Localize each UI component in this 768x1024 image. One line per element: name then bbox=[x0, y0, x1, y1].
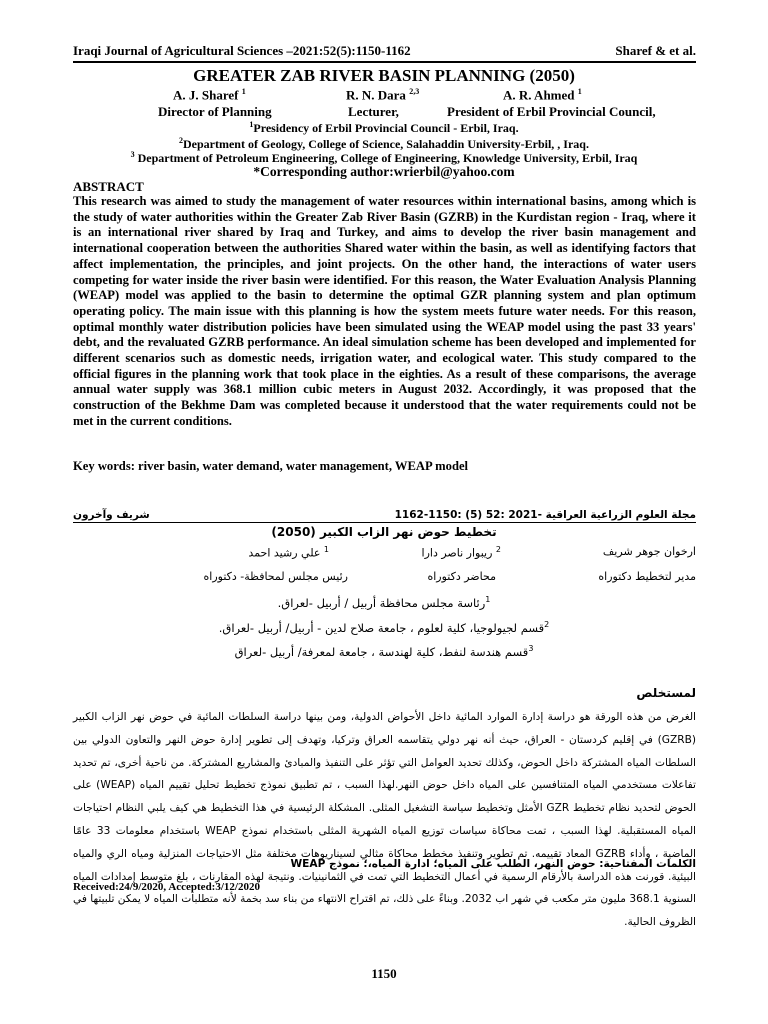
running-header bbox=[73, 43, 696, 63]
author-3-sup: 1 bbox=[577, 87, 582, 96]
arabic-affiliation-1-sup: 1 bbox=[485, 595, 491, 604]
affiliation-1 bbox=[0, 120, 768, 136]
arabic-abstract-heading: لمستخلص bbox=[636, 686, 696, 700]
author-3-name: A. R. Ahmed bbox=[503, 87, 575, 103]
arabic-author-1-name: ارخوان جوهر شريف bbox=[602, 545, 696, 558]
arabic-keywords: الكلمات المفتاحية: حوض النهر، الطلب على المياه؛ ادارة المياه،؛ نموذج WEAP bbox=[290, 858, 696, 870]
arabic-author-3-role: رئيس مجلس لمحافظة- دكتوراه bbox=[203, 570, 348, 583]
arabic-affiliation-2-text: قسم لجيولوجيا، كلية لعلوم ، جامعة صلاح لدين - أربيل/ أربيل -لعراق. bbox=[218, 620, 545, 635]
arabic-author-1 bbox=[603, 545, 696, 558]
journal-citation: Iraqi Journal of Agricultural Sciences –2021:52(5):1150-1162 bbox=[73, 43, 411, 58]
arabic-running-authors: شريف وآخرون bbox=[73, 509, 150, 521]
author-names bbox=[73, 87, 696, 103]
abstract-heading: ABSTRACT bbox=[73, 179, 144, 194]
arabic-affiliation-1 bbox=[0, 595, 768, 610]
arabic-author-2 bbox=[422, 545, 501, 560]
page-number: 1150 bbox=[371, 966, 397, 981]
abstract-text: This research was aimed to study the management of water resources within international basins, among which is the study of water authorities within the Greater Zab River Basin (GZRB) in the Kurdistan region - Iraq, where it is an international river shared by Iraq and Turkey, and aims to develop the river basin management and international cooperation between the authorities Shared water within the basin, as well as identifying factors that affect implementation, the principles, and joint projects. On the other hand, the interactions of water users competing for water inside the river basin were identified. For this reason, the Water Evaluation Analysis Planning (WEAP) model was applied to the basin to determine the optimal GZR planning system and plan optimum operating policy. The main issue with this planning is how the system meets future water needs. For this reason, optimal monthly water distribution policies have been simulated using the WEAP model using the past 33 years' debt, and the revaluated GZRB performance. An ideal simulation scheme has been developed and implemented for different scenarios such as domestic needs, irrigation water, and ecological water. This study compared to the official figures in the planning work that took place in the eighties. As a result of these comparisons, the average annual water supply was 368.1 million cubic meters in August 2032. Accordingly, it was proposed that the construction of the Bekhme Dam was completed because it understood that the water requirements could not be met in the current conditions. bbox=[73, 194, 696, 428]
author-3-role: President of Erbil Provincial Council, bbox=[447, 104, 656, 119]
author-1 bbox=[173, 87, 246, 103]
arabic-author-3 bbox=[248, 545, 329, 560]
arabic-author-3-name: علي رشيد احمد bbox=[248, 546, 321, 560]
arabic-running-header bbox=[73, 509, 696, 523]
author-1-sup: 1 bbox=[241, 87, 246, 96]
author-1-role: Director of Planning bbox=[158, 104, 272, 119]
arabic-author-2-role: محاضر دكتوراه bbox=[427, 570, 496, 583]
affiliation-3-text: Department of Petroleum Engineering, College of Engineering, Knowledge University, Erbil, Iraq bbox=[134, 151, 638, 165]
arabic-author-2-name: ريبوار ناصر دارا bbox=[421, 546, 493, 560]
affiliation-1-sup: 1 bbox=[249, 120, 254, 129]
arabic-affiliation-3-text: قسم هندسة لنفط، كلية لهندسة ، جامعة لمعرفة/ أربيل -لعراق bbox=[234, 644, 529, 659]
arabic-author-2-sup: 2 bbox=[495, 545, 501, 554]
arabic-author-roles bbox=[73, 570, 696, 586]
corresponding-author: *Corresponding author:wrierbil@yahoo.com bbox=[253, 164, 515, 179]
arabic-author-names bbox=[73, 545, 696, 561]
arabic-affiliation-2-sup: 2 bbox=[544, 620, 550, 629]
arabic-affiliation-1-text: رئاسة مجلس محافظة أربيل / أربيل -لعراق. bbox=[277, 595, 486, 610]
affiliation-2-text: Department of Geology, College of Science, Salahaddin University-Erbil, , Iraq. bbox=[183, 137, 589, 151]
author-3 bbox=[503, 87, 582, 103]
affiliation-3-sup: 3 bbox=[130, 150, 135, 159]
author-2-name: R. N. Dara bbox=[346, 87, 406, 103]
keywords: Key words: river basin, water demand, water management, WEAP model bbox=[73, 459, 469, 473]
affiliation-2-sup: 2 bbox=[179, 136, 183, 145]
author-roles bbox=[73, 104, 696, 120]
author-2 bbox=[346, 87, 419, 103]
author-2-role: Lecturer, bbox=[348, 104, 399, 119]
arabic-affiliation-3 bbox=[0, 644, 768, 659]
arabic-author-1-role: مدير لتخطيط دكتوراه bbox=[598, 570, 696, 583]
arabic-affiliation-3-sup: 3 bbox=[528, 644, 534, 653]
received-accepted-dates: Received:24/9/2020, Accepted:3/12/2020 bbox=[73, 881, 260, 893]
paper-title: GREATER ZAB RIVER BASIN PLANNING (2050) bbox=[193, 66, 575, 85]
author-1-name: A. J. Sharef bbox=[173, 87, 239, 103]
arabic-affiliation-2 bbox=[0, 620, 768, 635]
author-2-sup: 2,3 bbox=[409, 87, 420, 96]
arabic-title: تخطيط حوض نهر الزاب الكبير (2050) bbox=[271, 525, 497, 539]
arabic-journal-citation: مجلة العلوم الزراعية العراقية -2021 :52 (5) :1150-1162 bbox=[394, 509, 696, 521]
affiliation-1-text: Presidency of Erbil Provincial Council - Erbil, Iraq. bbox=[253, 121, 519, 135]
arabic-abstract-text: الغرض من هذه الورقة هو دراسة إدارة الموارد المائية داخل الأحواض الدولية، ومن بينها دراسة السلطات المائية في حوض نهر الزاب الكبير (GZRB) في إقليم كردستان - العراق، حيث أنه نهر دولي يتقاسمه العراق وتركيا، وتهدف إلى تطوير إدارة حوض النهر والتعاون الدولي بين السلطات المياه المشتركة داخل الحوض، وكذلك تحديد العوامل التي تؤثر على التنفيذ والمبادئ والمشاريع المشتركة. من ناحية أخرى، تم تحديد تفاعلات مستخدمي المياه المتنافسين على المياه داخل حوض النهر.لهذا السبب ، تم تطبيق نموذج تخطيط تحليل تقييم المياه (WEAP) على الحوض لتحديد نظام تخطيط GZR الأمثل وتخطيط سياسة التشغيل المثلى. المشكلة الرئيسية في هذا التخطيط هي كيف يلبي النظام احتياجات المياه المستقبلية. لهذا السبب ، تمت محاكاة سياسات توزيع المياه الشهرية المثلى باستخدام نموذج WEAP باستخدام معلومات 33 عامًا الماضية ، وأداء GZRB المعاد تقييمه. تم تطوير وتنفيذ مخطط محاكاة مثالي لسيناريوهات مختلفة مثل الاحتياجات المنزلية ومياه الري والمياه البيئية. قورنت هذه الدراسة بالأرقام الرسمية في أعمال التخطيط التي تمت في الثمانينيات. ونتيجة لهذه المقارنات ، بلغ متوسط إمدادات المياه السنوية 368.1 مليون متر مكعب في شهر اب 2032. وبناءً على ذلك، تم اقتراح الانتهاء من بناء سد بخمة لأنه متطلبات المياه لا يمكن تلبيتها في الظروف الحالية. bbox=[73, 711, 697, 929]
running-authors: Sharef & et al. bbox=[615, 43, 696, 58]
arabic-author-3-sup: 1 bbox=[323, 545, 329, 554]
